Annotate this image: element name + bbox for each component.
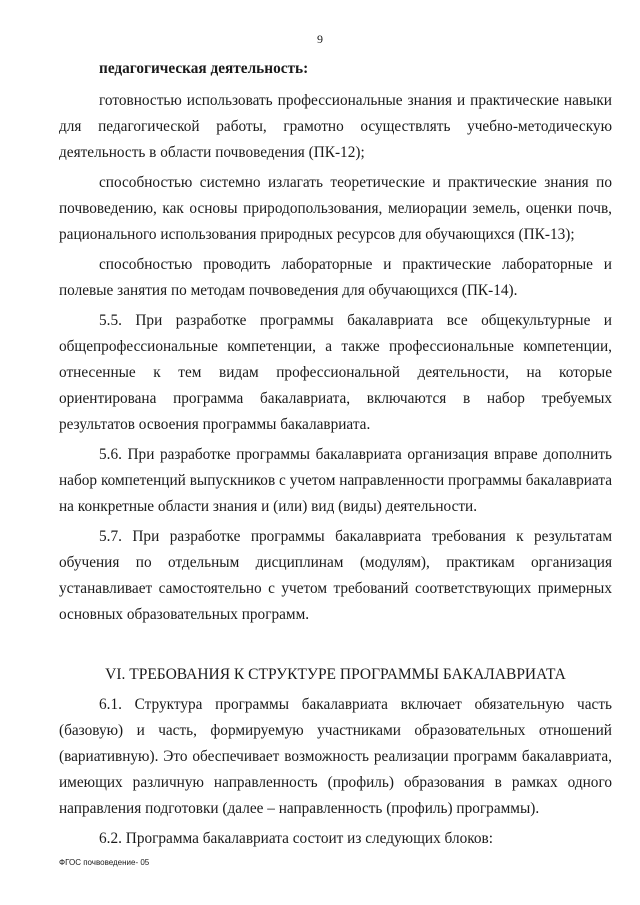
paragraph-6-1: 6.1. Структура программы бакалавриата включает обязательную часть (базовую) и часть, формируемую участниками образовательных отношений (вариативную). Это обеспечивает возможность реализации программ бакалавриата, имеющих различную направленность (профиль) образования в рамках одного направления подготовки (далее – направленность (профиль) программы). — [59, 696, 612, 817]
paragraph-5-6: 5.6. При разработке программы бакалавриата организация вправе дополнить набор компетенций выпускников с учетом направленности программы бакалавриата на конкретные области знания и (или) вид (виды) деятельности. — [59, 446, 612, 515]
paragraph-pk14: способностью проводить лабораторные и практические лабораторные и полевые занятия по методам почвоведения для обучающихся (ПК-14). — [59, 256, 612, 299]
paragraph-6-2: 6.2. Программа бакалавриата состоит из следующих блоков: — [99, 830, 494, 847]
paragraph-pk13: способностью системно излагать теоретические и практические знания по почвоведению, как основы природопользования, мелиорации земель, оценки почв, рационального использования природных ресурсов для обучающихся (ПК-13); — [59, 174, 612, 243]
paragraph-5-7: 5.7. При разработке программы бакалавриата требования к результатам обучения по отдельным дисциплинам (модулям), практикам организация устанавливает самостоятельно с учетом требований соответствующих примерных основных образовательных программ. — [59, 528, 612, 623]
section-heading: педагогическая деятельность: — [99, 60, 309, 77]
document-body — [59, 56, 612, 852]
footer-label: ФГОС почвоведение- 05 — [59, 858, 150, 867]
paragraph-pk12: готовностью использовать профессиональные знания и практические навыки для педагогической работы, грамотно осуществлять учебно-методическую деятельность в области почвоведения (ПК-12); — [59, 92, 612, 161]
section-title: VI. ТРЕБОВАНИЯ К СТРУКТУРЕ ПРОГРАММЫ БАКАЛАВРИАТА — [105, 666, 566, 683]
paragraph-5-5: 5.5. При разработке программы бакалавриата все общекультурные и общепрофессиональные компетенции, а также профессиональные компетенции, отнесенные к тем видам профессиональной деятельности, на которые ориентирована программа бакалавриата, включаются в набор требуемых результатов освоения программы бакалавриата. — [59, 312, 612, 433]
page-number: 9 — [317, 32, 323, 46]
